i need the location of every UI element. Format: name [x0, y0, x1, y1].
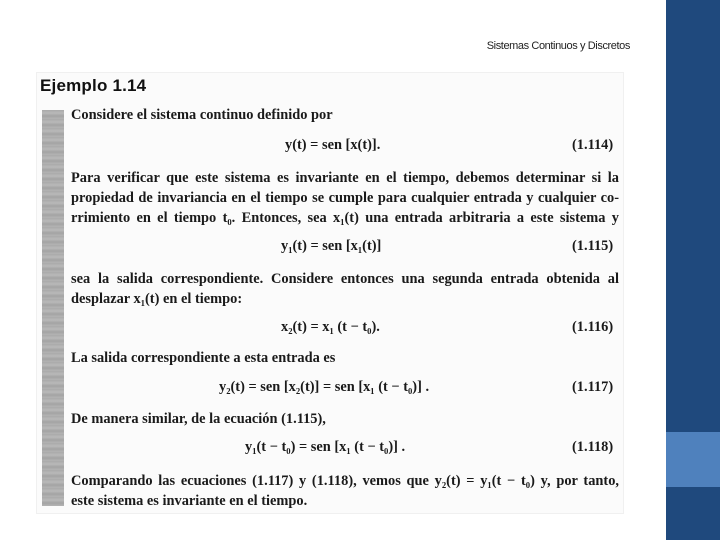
text-line-verify-1: Para verificar que este sistema es invariante en el tiempo, debemos determinar si la: [71, 170, 619, 186]
slide-header-title: Sistemas Continuos y Discretos: [486, 40, 630, 52]
text-line-intro: Considere el sistema continuo definido por: [71, 107, 333, 123]
text-line-output-entry: La salida correspondiente a esta entrada es: [71, 350, 336, 366]
equation-1-116: x₂(t) = x₁ (t − t₀).: [281, 319, 380, 335]
equation-1-117: y₂(t) = sen [x₂(t)] = sen [x₁ (t − t₀)] .: [219, 379, 430, 395]
equation-1-118: y₁(t − t₀) = sen [x₁ (t − t₀)] .: [245, 439, 406, 455]
text-line-similar: De manera similar, de la ecuación (1.115),: [71, 411, 326, 427]
text-line-output-2: desplazar x₁(t) en el tiempo:: [71, 291, 243, 307]
equation-number-1-114: (1.114): [572, 137, 614, 153]
example-title: Ejemplo 1.14: [40, 76, 147, 95]
text-line-verify-3: rrimiento en el tiempo t₀. Entonces, sea x₁(t) una entrada arbitraria a este sistema y: [71, 210, 619, 226]
text-line-verify-2: propiedad de invariancia en el tiempo se cumple para cualquier entrada y cualquier co-: [71, 190, 619, 206]
text-line-conclusion-1: Comparando las ecuaciones (1.117) y (1.118), vemos que y₂(t) = y₁(t − t₀) y, por tanto,: [71, 473, 619, 489]
equation-number-1-117: (1.117): [572, 379, 614, 395]
equation-1-114: y(t) = sen [x(t)].: [285, 137, 381, 153]
equation-number-1-115: (1.115): [572, 238, 614, 254]
equation-number-1-118: (1.118): [572, 439, 614, 455]
equation-number-1-116: (1.116): [572, 319, 614, 335]
right-accent-block: [666, 432, 720, 487]
equation-1-115: y₁(t) = sen [x₁(t)]: [281, 238, 382, 254]
text-line-conclusion-2: este sistema es invariante en el tiempo.: [71, 493, 308, 509]
scan-margin-bar: [42, 110, 64, 506]
text-line-output-1: sea la salida correspondiente. Considere entonces una segunda entrada obtenida al: [71, 271, 619, 287]
